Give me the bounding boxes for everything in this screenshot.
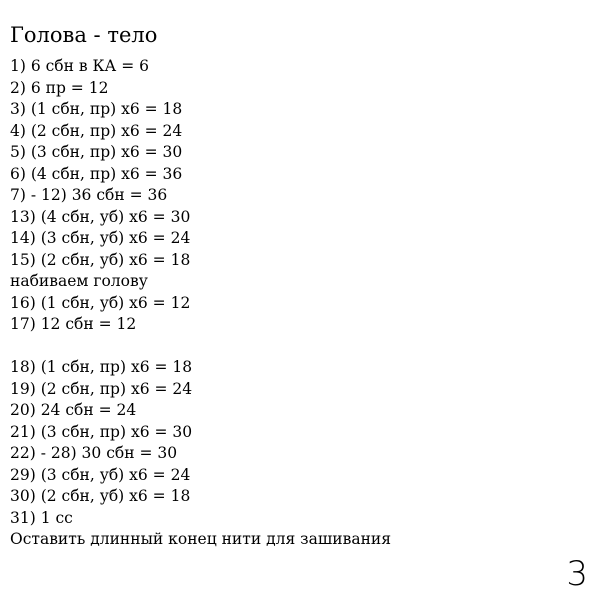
- instruction-line: 4) (2 сбн, пр) х6 = 24: [10, 121, 183, 140]
- instruction-line: 17) 12 сбн = 12: [10, 315, 137, 333]
- instruction-line: 19) (2 сбн, пр) х6 = 24: [10, 379, 193, 398]
- instruction-line: 18) (1 сбн, пр) х6 = 18: [10, 358, 193, 376]
- instruction-line: 3) (1 сбн, пр) х6 = 18: [10, 100, 183, 118]
- instruction-line: 14) (3 сбн, уб) х6 = 24: [10, 229, 191, 247]
- instruction-line: 20) 24 сбн = 24: [10, 401, 137, 419]
- instruction-line: 16) (1 сбн, уб) х6 = 12: [10, 293, 191, 312]
- instruction-note: набиваем голову: [10, 272, 148, 290]
- instruction-line: 7) - 12) 36 сбн = 36: [10, 186, 168, 204]
- instruction-line: 1) 6 сбн в КА = 6: [10, 57, 149, 75]
- instruction-line: 2) 6 пр = 12: [10, 78, 109, 97]
- instruction-line: 13) (4 сбн, уб) х6 = 30: [10, 207, 191, 226]
- instruction-note: Оставить длинный конец нити для зашивания: [10, 530, 392, 548]
- instruction-line: 22) - 28) 30 сбн = 30: [10, 444, 178, 462]
- blank-line: [10, 336, 391, 358]
- document-title: Голова - тело: [10, 23, 158, 47]
- page-number: 3: [566, 554, 588, 594]
- instruction-line: 29) (3 сбн, уб) х6 = 24: [10, 465, 191, 484]
- instruction-line: 21) (3 сбн, пр) х6 = 30: [10, 422, 193, 441]
- instruction-line: 31) 1 сс: [10, 508, 73, 527]
- instruction-line: 5) (3 сбн, пр) х6 = 30: [10, 143, 183, 161]
- instruction-line: 6) (4 сбн, пр) х6 = 36: [10, 164, 183, 183]
- instruction-line: 30) (2 сбн, уб) х6 = 18: [10, 487, 191, 505]
- pattern-instructions: [10, 56, 391, 551]
- instruction-line: 15) (2 сбн, уб) х6 = 18: [10, 250, 191, 269]
